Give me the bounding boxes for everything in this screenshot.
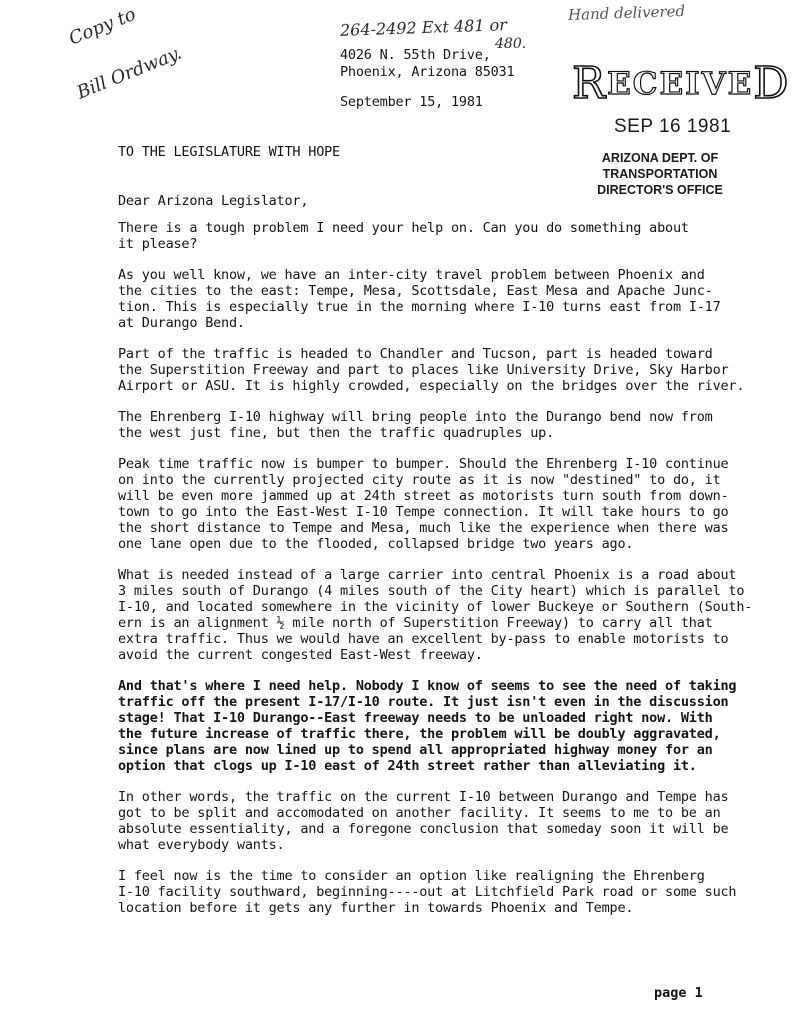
body-line: the west just fine, but then the traffic quadruples up. [118,425,555,441]
stamp-letter-r: R [572,58,608,109]
body-line: one lane open due to the flooded, collapsed bridge two years ago. [118,536,634,552]
paragraph [118,346,745,394]
body-line: traffic off the present I-17/I-10 route. It just isn't even in the discussion [118,694,729,710]
body-line: Peak time traffic now is bumper to bumper. Should the Ehrenberg I-10 continue [118,456,729,472]
paragraph [118,456,728,552]
body-line: What is needed instead of a large carrier into central Phoenix is a road about [118,567,737,583]
body-line: Part of the traffic is headed to Chandler and Tucson, part is headed toward [118,346,713,362]
body-line: the short distance to Tempe and Mesa, much like the experience when there was [118,520,729,536]
body-line: Airport or ASU. It is highly crowded, especially on the bridges over the river. [118,378,745,394]
handwritten-copy-note-line1: Copy to [66,3,139,50]
letter-heading: TO THE LEGISLATURE WITH HOPE [118,144,340,160]
body-line: option that clogs up I-10 east of 24th street rather than alleviating it. [118,758,697,774]
body-line: the Superstition Freeway and part to places like University Drive, Sky Harbor [118,362,729,378]
body-line: 3 miles south of Durango (4 miles south of the City heart) which is parallel to [118,583,745,599]
body-line: got to be split and accomodated on another facility. It seems to me to be an [118,805,721,821]
body-line: it please? [118,236,198,252]
body-line: In other words, the traffic on the current I-10 between Durango and Tempe has [118,789,729,805]
body-line: since plans are now lined up to spend all appropriated highway money for an [118,742,713,758]
body-line: the cities to the east: Tempe, Mesa, Scottsdale, East Mesa and Apache Junc- [118,283,713,299]
paragraph [118,567,753,663]
body-line: I feel now is the time to consider an option like realigning the Ehrenberg [118,868,705,884]
body-line: what everybody wants. [118,837,285,853]
stamp-department [560,150,760,198]
body-line: town to go into the East-West I-10 Tempe connection. It will take hours to go [118,504,729,520]
paragraph [118,220,728,252]
paragraph [118,409,728,441]
body-line: tion. This is especially true in the morning where I-10 turns east from I-17 [118,299,721,315]
body-line: avoid the current congested East-West freeway. [118,647,483,663]
letter-date: September 15, 1981 [340,94,483,110]
handwritten-copy-note-line2: Bill Ordway. [74,42,185,104]
letter-body [118,220,753,931]
body-line: absolute essentiality, and a foregone conclusion that someday soon it will be [118,821,729,837]
body-line: As you well know, we have an inter-city travel problem between Phoenix and [118,267,705,283]
body-line: location before it gets any further in towards Phoenix and Tempe. [118,900,634,916]
stamp-letter-d: D [753,58,791,109]
paragraph [118,789,728,853]
sender-address [340,47,514,81]
sender-city: Phoenix, Arizona 85031 [340,64,515,80]
paragraph [118,678,737,774]
page-number: page 1 [654,985,703,1001]
stamp-dept-line2: DIRECTOR'S OFFICE [597,183,723,197]
received-stamp [572,58,791,197]
stamp-received-date: SEP 16 1981 [614,116,732,137]
body-line: ern is an alignment ½ mile north of Superstition Freeway) to carry all that [118,615,713,631]
body-line: extra traffic. Thus we would have an excellent by-pass to enable motorists to [118,631,729,647]
handwritten-delivery-note: Hand delivered [567,1,686,25]
stamp-letters-middle: ECEIVE [607,66,754,102]
sender-street: 4026 N. 55th Drive, [340,47,491,63]
handwritten-extension-note: 480. [495,36,527,52]
body-line: I-10, and located somewhere in the vicinity of lower Buckeye or Southern (South- [118,599,753,615]
received-stamp-word [572,58,791,109]
body-line: on into the currently projected city route as it is now "destined" to do, it [118,472,721,488]
body-line: I-10 facility southward, beginning----out at Litchfield Park road or some such [118,884,737,900]
paragraph [118,868,737,916]
paragraph [118,267,728,331]
handwritten-phone-note: 264-2492 Ext 481 or [339,15,508,40]
body-line: at Durango Bend. [118,315,245,331]
body-line: The Ehrenberg I-10 highway will bring people into the Durango bend now from [118,409,713,425]
body-line: And that's where I need help. Nobody I know of seems to see the need of taking [118,678,737,694]
body-line: There is a tough problem I need your help on. Can you do something about [118,220,689,236]
body-line: stage! That I-10 Durango--East freeway needs to be unloaded right now. With [118,710,713,726]
letter-salutation: Dear Arizona Legislator, [118,193,309,209]
stamp-dept-line1: ARIZONA DEPT. OF TRANSPORTATION [601,151,719,181]
body-line: will be even more jammed up at 24th street as motorists turn south from down- [118,488,729,504]
body-line: the future increase of traffic there, the problem will be doubly aggravated, [118,726,721,742]
